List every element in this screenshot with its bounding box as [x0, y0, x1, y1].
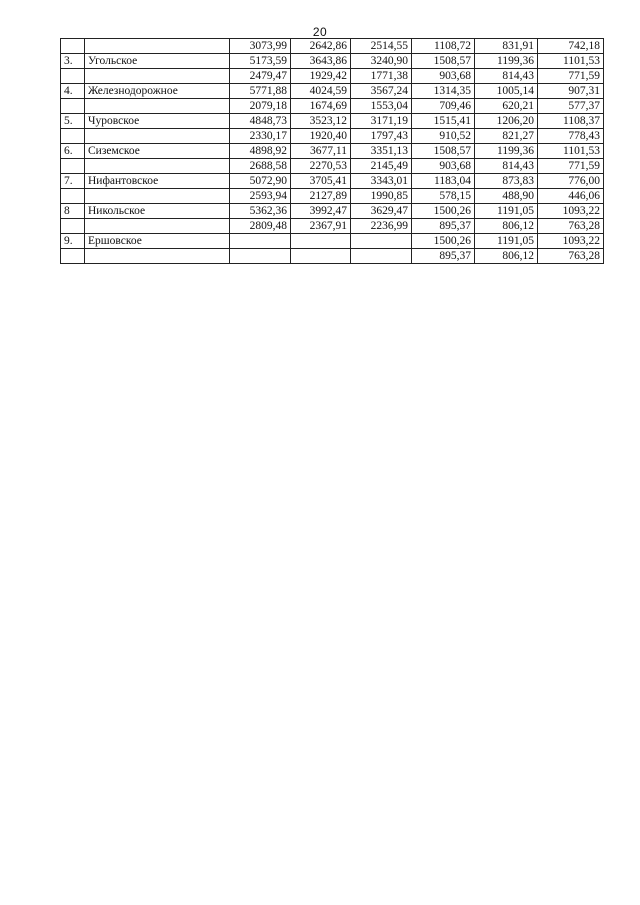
row-number	[61, 249, 85, 264]
value-cell: 1206,20	[475, 114, 538, 129]
value-cell: 1093,22	[538, 234, 604, 249]
row-number	[61, 39, 85, 54]
value-cell: 488,90	[475, 189, 538, 204]
value-cell: 5173,59	[230, 54, 291, 69]
value-cell: 3351,13	[351, 144, 412, 159]
value-cell: 620,21	[475, 99, 538, 114]
table-row	[61, 99, 604, 114]
settlement-name	[85, 249, 230, 264]
value-cell: 1508,57	[412, 144, 475, 159]
value-cell: 3643,86	[291, 54, 351, 69]
value-cell: 4024,59	[291, 84, 351, 99]
value-cell: 3240,90	[351, 54, 412, 69]
value-cell: 1500,26	[412, 204, 475, 219]
value-cell: 578,15	[412, 189, 475, 204]
value-cell: 2079,18	[230, 99, 291, 114]
table-row	[61, 159, 604, 174]
row-number: 6.	[61, 144, 85, 159]
settlement-name	[85, 39, 230, 54]
value-cell	[230, 234, 291, 249]
value-cell: 771,59	[538, 159, 604, 174]
value-cell: 806,12	[475, 249, 538, 264]
value-cell: 1191,05	[475, 234, 538, 249]
value-cell: 2809,48	[230, 219, 291, 234]
value-cell: 2127,89	[291, 189, 351, 204]
value-cell: 821,27	[475, 129, 538, 144]
value-cell: 1108,72	[412, 39, 475, 54]
value-cell: 814,43	[475, 69, 538, 84]
table-row	[61, 219, 604, 234]
value-cell: 2688,58	[230, 159, 291, 174]
table-row	[61, 84, 604, 99]
row-number: 9.	[61, 234, 85, 249]
value-cell	[230, 249, 291, 264]
value-cell: 1508,57	[412, 54, 475, 69]
value-cell: 814,43	[475, 159, 538, 174]
value-cell: 2270,53	[291, 159, 351, 174]
page-number: 20	[312, 25, 328, 39]
value-cell: 3629,47	[351, 204, 412, 219]
value-cell: 4898,92	[230, 144, 291, 159]
value-cell: 910,52	[412, 129, 475, 144]
value-cell: 1929,42	[291, 69, 351, 84]
value-cell: 577,37	[538, 99, 604, 114]
value-cell: 2367,91	[291, 219, 351, 234]
value-cell: 903,68	[412, 159, 475, 174]
row-number: 4.	[61, 84, 85, 99]
value-cell	[291, 249, 351, 264]
settlement-name: Сиземское	[85, 144, 230, 159]
value-cell: 5362,36	[230, 204, 291, 219]
value-cell: 2145,49	[351, 159, 412, 174]
value-cell: 763,28	[538, 219, 604, 234]
table-row	[61, 144, 604, 159]
value-cell: 831,91	[475, 39, 538, 54]
value-cell: 5072,90	[230, 174, 291, 189]
value-cell: 1515,41	[412, 114, 475, 129]
table-row	[61, 249, 604, 264]
row-number	[61, 159, 85, 174]
value-cell: 4848,73	[230, 114, 291, 129]
row-number	[61, 189, 85, 204]
row-number	[61, 99, 85, 114]
value-cell: 3992,47	[291, 204, 351, 219]
value-cell: 776,00	[538, 174, 604, 189]
value-cell: 1990,85	[351, 189, 412, 204]
table-row	[61, 189, 604, 204]
value-cell: 806,12	[475, 219, 538, 234]
value-cell: 3705,41	[291, 174, 351, 189]
value-cell	[351, 234, 412, 249]
value-cell: 903,68	[412, 69, 475, 84]
table-row	[61, 234, 604, 249]
row-number: 7.	[61, 174, 85, 189]
settlement-name	[85, 159, 230, 174]
value-cell: 1920,40	[291, 129, 351, 144]
table-row	[61, 204, 604, 219]
value-cell: 3073,99	[230, 39, 291, 54]
table-row	[61, 54, 604, 69]
value-cell: 3567,24	[351, 84, 412, 99]
settlement-name	[85, 189, 230, 204]
settlement-name	[85, 99, 230, 114]
settlement-name: Чуровское	[85, 114, 230, 129]
settlement-name	[85, 69, 230, 84]
table-row	[61, 114, 604, 129]
value-cell: 3343,01	[351, 174, 412, 189]
value-cell: 2642,86	[291, 39, 351, 54]
value-cell: 1005,14	[475, 84, 538, 99]
value-cell: 771,59	[538, 69, 604, 84]
value-cell	[291, 234, 351, 249]
value-cell: 1108,37	[538, 114, 604, 129]
value-cell: 763,28	[538, 249, 604, 264]
settlement-name: Железнодорожное	[85, 84, 230, 99]
value-cell: 1553,04	[351, 99, 412, 114]
value-cell: 1199,36	[475, 144, 538, 159]
settlement-name	[85, 219, 230, 234]
value-cell	[351, 249, 412, 264]
value-cell: 895,37	[412, 249, 475, 264]
value-cell: 907,31	[538, 84, 604, 99]
value-cell: 1101,53	[538, 144, 604, 159]
settlement-name: Ершовское	[85, 234, 230, 249]
value-cell: 1191,05	[475, 204, 538, 219]
value-cell: 873,83	[475, 174, 538, 189]
row-number: 5.	[61, 114, 85, 129]
value-cell: 2479,47	[230, 69, 291, 84]
value-cell: 2593,94	[230, 189, 291, 204]
value-cell: 778,43	[538, 129, 604, 144]
value-cell: 1101,53	[538, 54, 604, 69]
settlement-name	[85, 129, 230, 144]
tariff-table	[60, 38, 604, 264]
value-cell: 3171,19	[351, 114, 412, 129]
table-row	[61, 39, 604, 54]
value-cell: 1199,36	[475, 54, 538, 69]
value-cell: 2236,99	[351, 219, 412, 234]
value-cell: 1093,22	[538, 204, 604, 219]
row-number: 3.	[61, 54, 85, 69]
table-row	[61, 69, 604, 84]
value-cell: 709,46	[412, 99, 475, 114]
value-cell: 5771,88	[230, 84, 291, 99]
value-cell: 1314,35	[412, 84, 475, 99]
value-cell: 2514,55	[351, 39, 412, 54]
settlement-name: Никольское	[85, 204, 230, 219]
settlement-name: Нифантовское	[85, 174, 230, 189]
settlement-name: Угольское	[85, 54, 230, 69]
table-row	[61, 129, 604, 144]
value-cell: 895,37	[412, 219, 475, 234]
value-cell: 1183,04	[412, 174, 475, 189]
value-cell: 742,18	[538, 39, 604, 54]
value-cell: 2330,17	[230, 129, 291, 144]
value-cell: 1674,69	[291, 99, 351, 114]
value-cell: 3677,11	[291, 144, 351, 159]
table-row	[61, 174, 604, 189]
table-body	[61, 39, 604, 264]
row-number	[61, 219, 85, 234]
row-number	[61, 69, 85, 84]
value-cell: 1500,26	[412, 234, 475, 249]
row-number	[61, 129, 85, 144]
value-cell: 446,06	[538, 189, 604, 204]
row-number: 8	[61, 204, 85, 219]
value-cell: 1797,43	[351, 129, 412, 144]
value-cell: 1771,38	[351, 69, 412, 84]
value-cell: 3523,12	[291, 114, 351, 129]
